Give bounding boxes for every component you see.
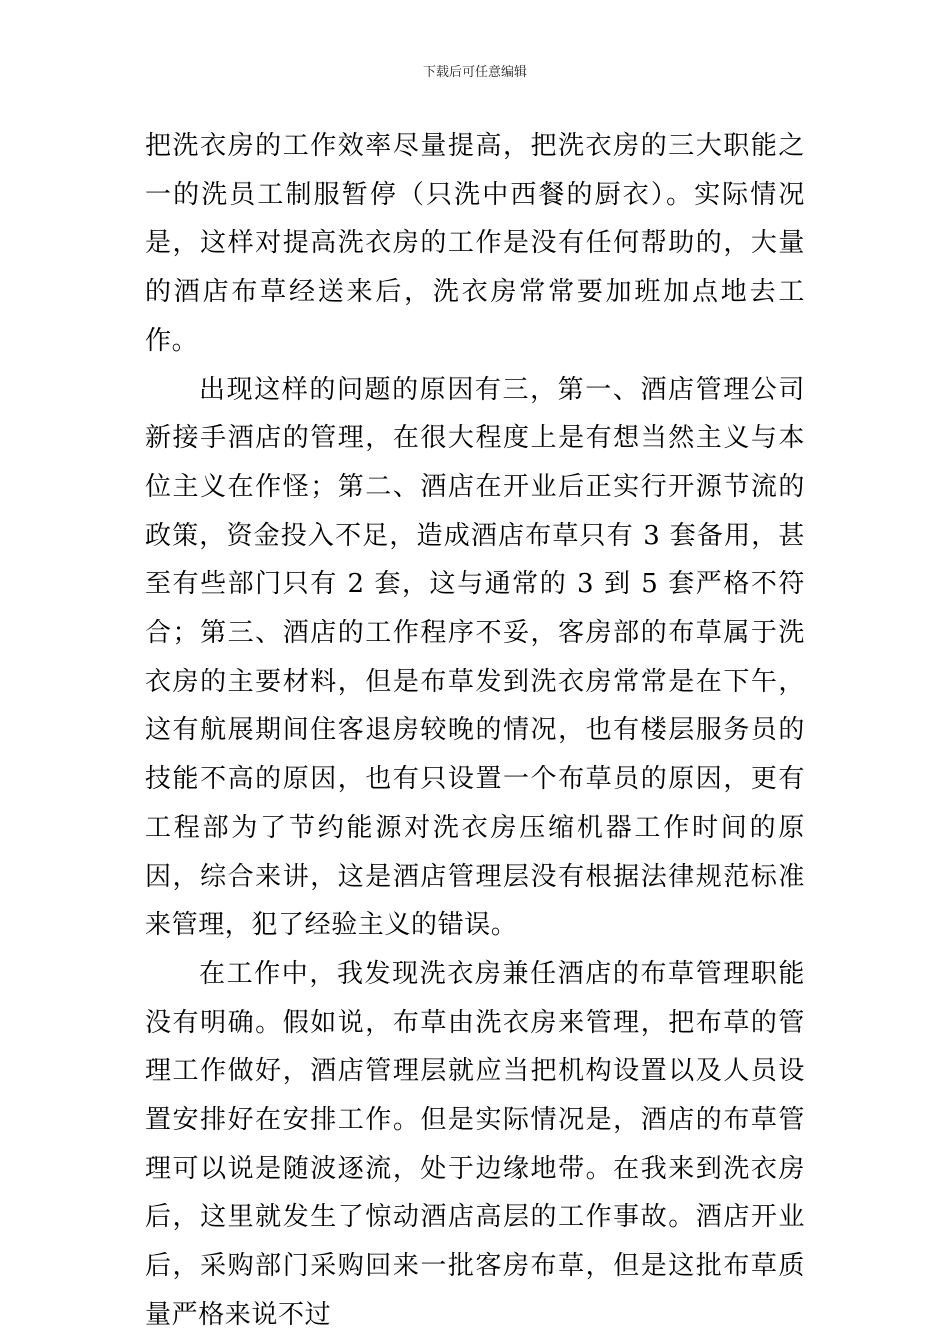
paragraph-causes: 出现这样的问题的原因有三，第一、酒店管理公司新接手酒店的管理，在很大程度上是有想当然主义与本位主义在作怪；第二、酒店在开业后正实行开源节流的政策，资金投入不足，造成酒店布草只有 3 套备用，甚至有些部门只有 2 套，这与通常的 3 到 5 套严格不符合；第三、酒店的工作程序不妥，客房部的布草属于洗衣房的主要材料，但是布草发到洗衣房常常是在下午，这有航展期间住客退房较晚的情况，也有楼层服务员的技能不高的原因，也有只设置一个布草员的原因，更有工程部为了节约能源对洗衣房压缩机器工作时间的原因，综合来讲，这是酒店管理层没有根据法律规范标准来管理，犯了经验主义的错误。 (145, 374, 805, 941)
page-header: 下载后可任意编辑 (422, 65, 527, 80)
paragraph-continuation: 把洗衣房的工作效率尽量提高，把洗衣房的三大职能之一的洗员工制服暂停（只洗中西餐的厨衣）。实际情况是，这样对提高洗衣房的工作是没有任何帮助的，大量的酒店布草经送来后，洗衣房常常要加班加点地去工作。 (145, 131, 805, 356)
paragraph-linen-management: 在工作中，我发现洗衣房兼任酒店的布草管理职能没有明确。假如说，布草由洗衣房来管理，把布草的管理工作做好，酒店管理层就应当把机构设置以及人员设置安排好在安排工作。但是实际情况是，酒店的布草管理可以说是随波逐流，处于边缘地带。在我来到洗衣房后，这里就发生了惊动酒店高层的工作事故。酒店开业后，采购部门采购回来一批客房布草，但是这批布草质量严格来说不过 (145, 958, 805, 1330)
document-body (145, 122, 805, 1340)
